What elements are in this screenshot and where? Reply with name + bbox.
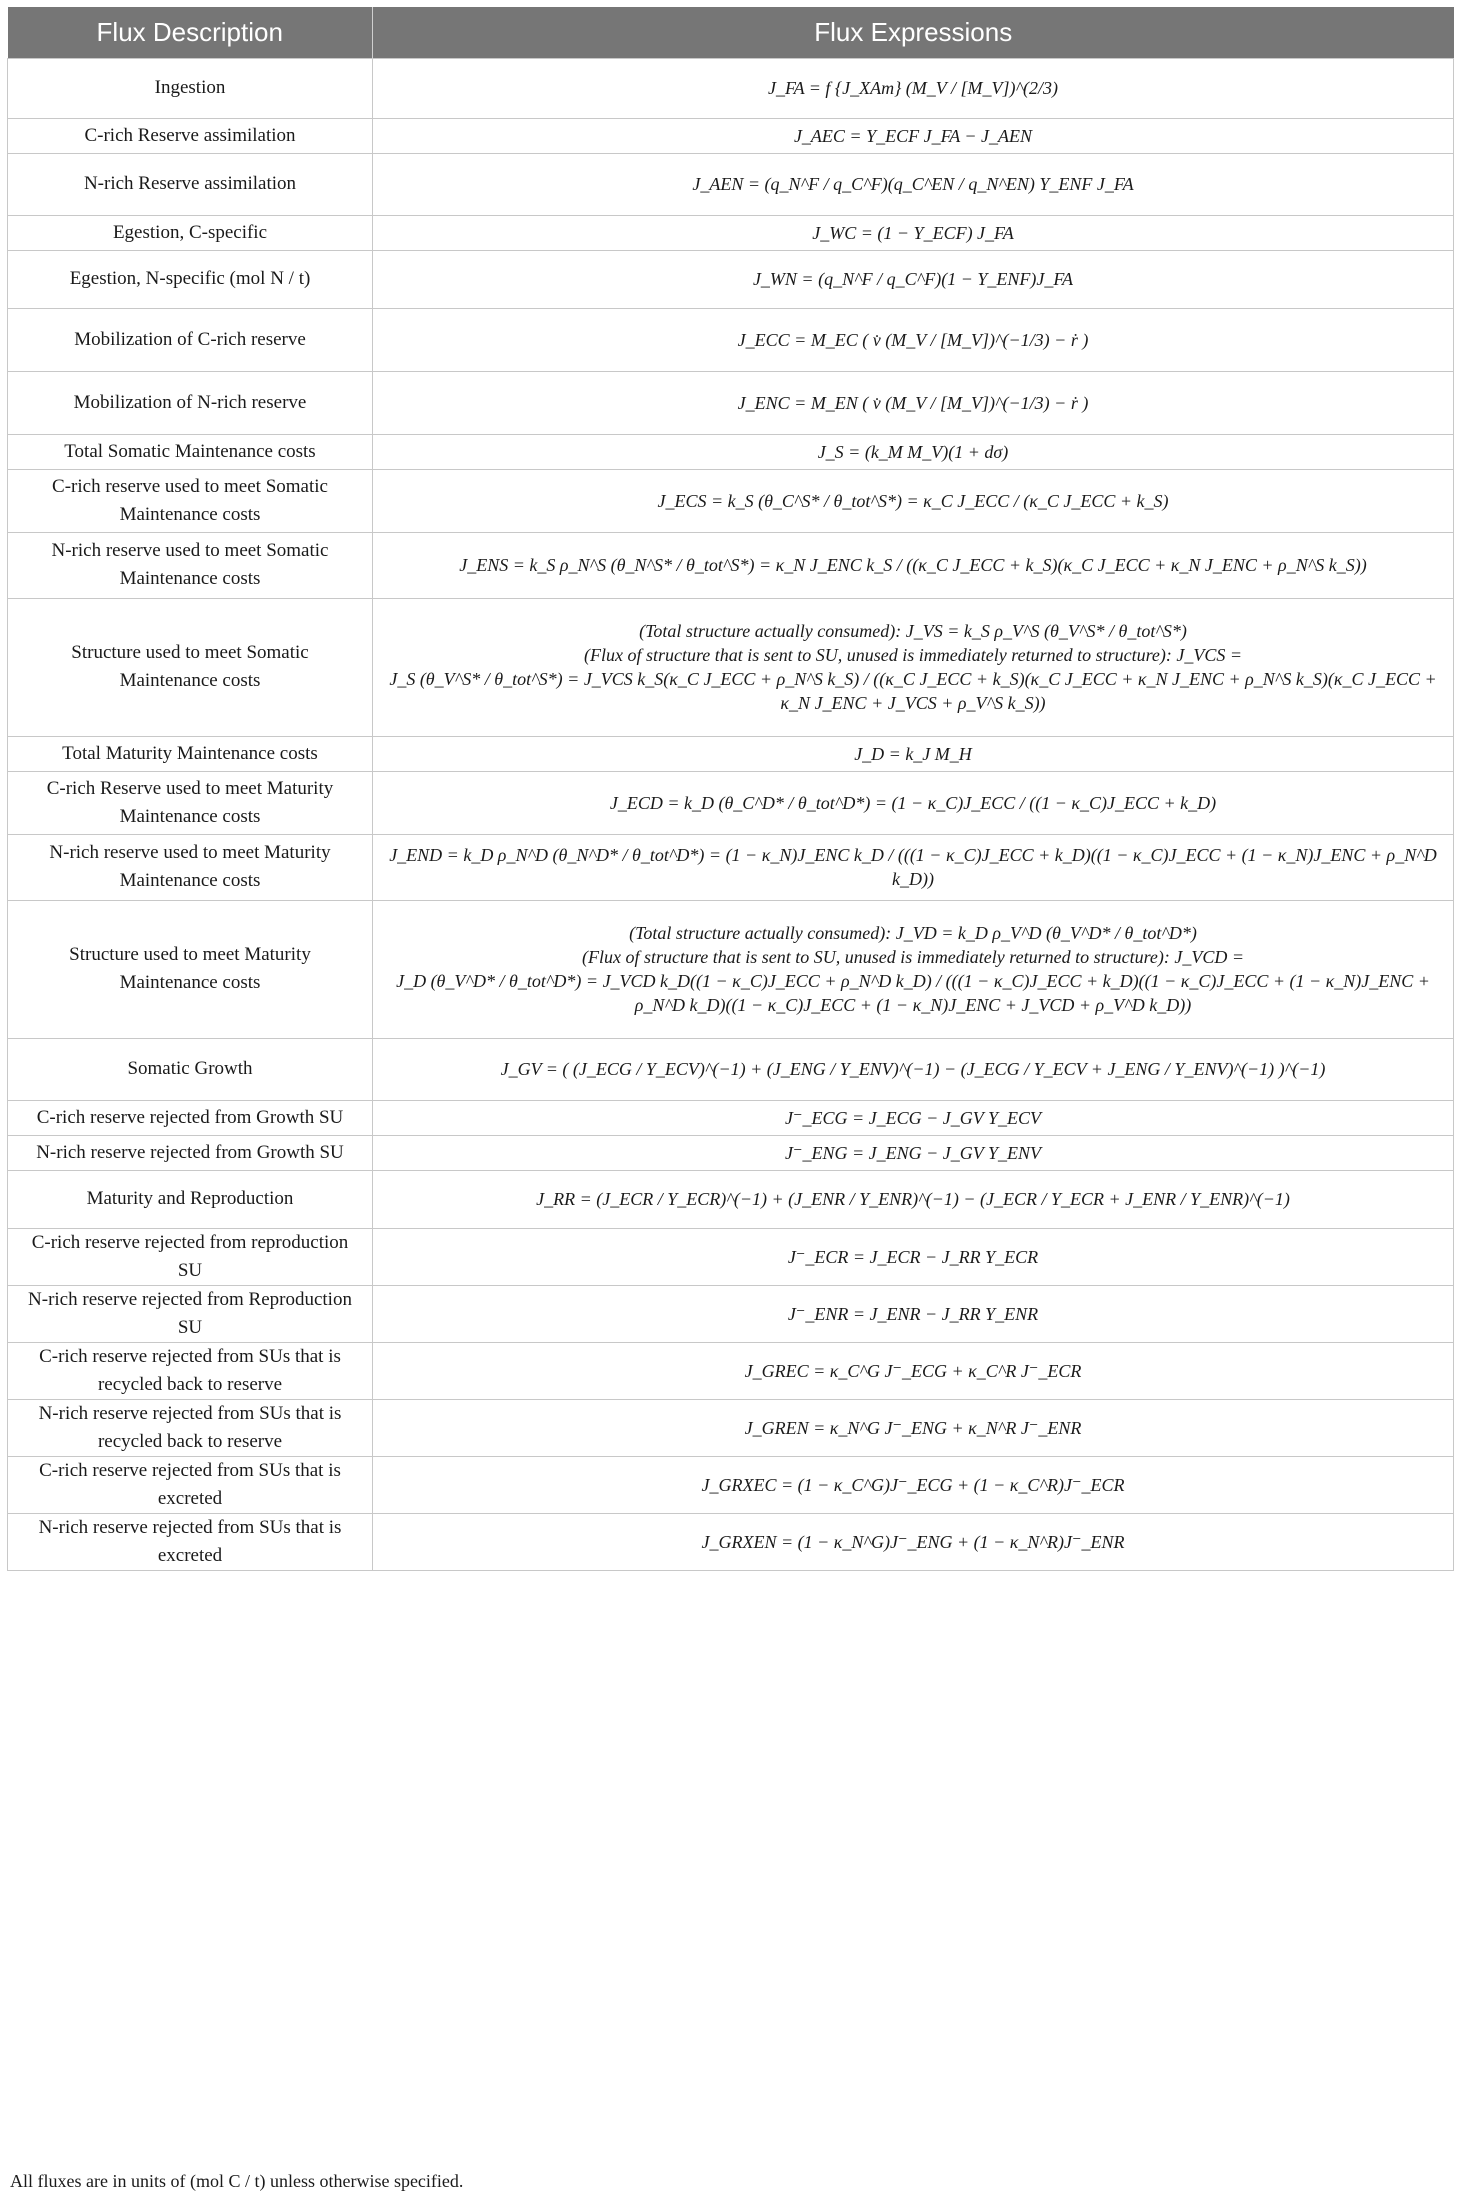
flux-description-cell: C-rich reserve rejected from reproduction SU xyxy=(8,1228,373,1285)
table-row xyxy=(8,153,1454,215)
flux-expression-line: J_AEN = (q_N^F / q_C^F)(q_C^EN / q_N^EN) Y_ENF J_FA xyxy=(692,174,1134,194)
flux-expression-cell xyxy=(373,1038,1454,1100)
flux-expression-line: J⁻_ECR = J_ECR − J_RR Y_ECR xyxy=(787,1246,1039,1267)
table-row xyxy=(8,469,1454,532)
table-row xyxy=(8,1342,1454,1399)
flux-expression-line: J⁻_ECG = J_ECG − J_GV Y_ECV xyxy=(785,1107,1041,1128)
table-row xyxy=(8,308,1454,371)
table-row xyxy=(8,771,1454,834)
flux-expression-cell xyxy=(373,1399,1454,1456)
table-row xyxy=(8,1038,1454,1100)
table-row xyxy=(8,834,1454,900)
table-row xyxy=(8,371,1454,434)
table-row xyxy=(8,1135,1454,1170)
flux-expression-line: J_GREC = κ_C^G J⁻_ECG + κ_C^R J⁻_ECR xyxy=(744,1360,1082,1381)
flux-expression-line: J_S (θ_V^S* / θ_tot^S*) = J_VCS k_S(κ_C J_ECC + ρ_N^S k_S) / ((κ_C J_ECC + k_S)(κ_C J_ECC + κ_N J_ENC + ρ_N^S k_S)(κ_C J_ECC + κ_N J_ENC + J_VCS + ρ_V^S k_S)) xyxy=(389,669,1437,713)
header-row xyxy=(8,7,1454,58)
flux-table xyxy=(7,7,1454,1571)
flux-expression-line: J⁻_ENG = J_ENG − J_GV Y_ENV xyxy=(785,1142,1041,1163)
flux-expression-line: (Total structure actually consumed): J_VS = k_S ρ_V^S (θ_V^S* / θ_tot^S*) xyxy=(639,621,1187,641)
table-row xyxy=(8,1170,1454,1228)
flux-expression-cell xyxy=(373,1100,1454,1135)
table-row xyxy=(8,532,1454,598)
flux-description-cell: N-rich reserve rejected from SUs that is excreted xyxy=(8,1513,373,1570)
flux-expression-cell xyxy=(373,118,1454,153)
flux-expression-cell xyxy=(373,1228,1454,1285)
flux-description-cell: N-rich reserve used to meet Maturity Maintenance costs xyxy=(8,834,373,900)
flux-description-cell: Egestion, N-specific (mol N / t) xyxy=(8,250,373,308)
table-row xyxy=(8,1100,1454,1135)
table-body xyxy=(8,58,1454,1570)
flux-expression-line: (Flux of structure that is sent to SU, unused is immediately returned to structure): J_VCD = xyxy=(581,947,1245,967)
flux-expression-cell xyxy=(373,736,1454,771)
header-flux-description: Flux Description xyxy=(8,7,373,58)
flux-expression-line: J_ENC = M_EN ( v̇ (M_V / [M_V])^(−1/3) − ṙ ) xyxy=(737,392,1089,413)
table-row xyxy=(8,1456,1454,1513)
table-row xyxy=(8,118,1454,153)
table-row xyxy=(8,215,1454,250)
flux-expression-line: J_RR = (J_ECR / Y_ECR)^(−1) + (J_ENR / Y_ENR)^(−1) − (J_ECR / Y_ECR + J_ENR / Y_ENR)^(−1) xyxy=(536,1189,1290,1209)
table-row xyxy=(8,1513,1454,1570)
table-row xyxy=(8,1399,1454,1456)
table-row xyxy=(8,1228,1454,1285)
flux-expression-cell xyxy=(373,58,1454,118)
flux-description-cell: C-rich Reserve used to meet Maturity Maintenance costs xyxy=(8,771,373,834)
flux-expression-line: J_END = k_D ρ_N^D (θ_N^D* / θ_tot^D*) = (1 − κ_N)J_ENC k_D / (((1 − κ_C)J_ECC + k_D)((1 − κ_C)J_ECC + (1 − κ_N)J_ENC + ρ_N^D k_D)) xyxy=(389,845,1437,889)
table-footnote: All fluxes are in units of (mol C / t) unless otherwise specified. xyxy=(10,2171,464,2191)
flux-expression-cell xyxy=(373,250,1454,308)
flux-expression-line: J_GREN = κ_N^G J⁻_ENG + κ_N^R J⁻_ENR xyxy=(744,1417,1082,1438)
flux-description-cell: Total Somatic Maintenance costs xyxy=(8,434,373,469)
flux-expression-line: (Total structure actually consumed): J_VD = k_D ρ_V^D (θ_V^D* / θ_tot^D*) xyxy=(629,923,1197,943)
flux-expression-cell xyxy=(373,215,1454,250)
flux-expression-line: J_D = k_J M_H xyxy=(854,743,972,764)
flux-expression-line: J_D (θ_V^D* / θ_tot^D*) = J_VCD k_D((1 − κ_C)J_ECC + ρ_N^D k_D) / (((1 − κ_C)J_ECC + k_D)((1 − κ_C)J_ECC + (1 − κ_N)J_ENC + ρ_N^D k_D)((1 − κ_C)J_ECC + (1 − κ_N)J_ENC + J_VCD + ρ_V^D k_D)) xyxy=(396,971,1430,1015)
flux-description-cell: N-rich reserve used to meet Somatic Maintenance costs xyxy=(8,532,373,598)
table-row xyxy=(8,598,1454,736)
flux-expression-line: (Flux of structure that is sent to SU, unused is immediately returned to structure): J_VCS = xyxy=(583,645,1243,665)
table-row xyxy=(8,900,1454,1038)
flux-description-cell: Egestion, C-specific xyxy=(8,215,373,250)
flux-expression-line: J_ECC = M_EC ( v̇ (M_V / [M_V])^(−1/3) − ṙ ) xyxy=(737,329,1089,350)
flux-expression-line: J⁻_ENR = J_ENR − J_RR Y_ENR xyxy=(787,1303,1039,1324)
table-row xyxy=(8,736,1454,771)
flux-expression-line: J_GRXEC = (1 − κ_C^G)J⁻_ECG + (1 − κ_C^R)J⁻_ECR xyxy=(701,1474,1125,1495)
table-row xyxy=(8,250,1454,308)
flux-expression-cell xyxy=(373,532,1454,598)
flux-description-cell: Maturity and Reproduction xyxy=(8,1170,373,1228)
flux-description-cell: Mobilization of C-rich reserve xyxy=(8,308,373,371)
flux-description-cell: C-rich reserve rejected from SUs that is recycled back to reserve xyxy=(8,1342,373,1399)
flux-description-cell: Structure used to meet Somatic Maintenance costs xyxy=(8,598,373,736)
flux-expression-line: J_FA = f {J_XAm} (M_V / [M_V])^(2/3) xyxy=(767,78,1059,98)
flux-expression-cell xyxy=(373,1342,1454,1399)
flux-expression-cell xyxy=(373,1456,1454,1513)
flux-expression-line: J_ECD = k_D (θ_C^D* / θ_tot^D*) = (1 − κ_C)J_ECC / ((1 − κ_C)J_ECC + k_D) xyxy=(609,792,1217,813)
flux-expression-cell xyxy=(373,771,1454,834)
flux-description-cell: N-rich reserve rejected from SUs that is recycled back to reserve xyxy=(8,1399,373,1456)
flux-expression-line: J_S = (k_M M_V)(1 + dσ) xyxy=(817,441,1009,462)
flux-expression-line: J_WC = (1 − Y_ECF) J_FA xyxy=(812,222,1014,243)
table-row xyxy=(8,434,1454,469)
flux-expression-cell xyxy=(373,598,1454,736)
table-row xyxy=(8,58,1454,118)
flux-expression-cell xyxy=(373,1170,1454,1228)
flux-expression-cell xyxy=(373,1285,1454,1342)
flux-expression-line: J_WN = (q_N^F / q_C^F)(1 − Y_ENF)J_FA xyxy=(752,269,1074,289)
header-flux-expressions: Flux Expressions xyxy=(373,7,1454,58)
flux-expression-line: J_ECS = k_S (θ_C^S* / θ_tot^S*) = κ_C J_ECC / (κ_C J_ECC + k_S) xyxy=(657,490,1169,511)
flux-expression-line: J_ENS = k_S ρ_N^S (θ_N^S* / θ_tot^S*) = κ_N J_ENC k_S / ((κ_C J_ECC + k_S)(κ_C J_ECC + κ_N J_ENC + ρ_N^S k_S)) xyxy=(459,555,1367,575)
flux-description-cell: N-rich Reserve assimilation xyxy=(8,153,373,215)
flux-expression-cell xyxy=(373,1513,1454,1570)
flux-description-cell: Ingestion xyxy=(8,58,373,118)
flux-expression-cell xyxy=(373,434,1454,469)
flux-description-cell: C-rich reserve rejected from SUs that is excreted xyxy=(8,1456,373,1513)
flux-description-cell: Total Maturity Maintenance costs xyxy=(8,736,373,771)
flux-expression-line: J_GRXEN = (1 − κ_N^G)J⁻_ENG + (1 − κ_N^R)J⁻_ENR xyxy=(701,1531,1125,1552)
flux-description-cell: Somatic Growth xyxy=(8,1038,373,1100)
flux-expression-cell xyxy=(373,371,1454,434)
flux-expression-line: J_GV = ( (J_ECG / Y_ECV)^(−1) + (J_ENG / Y_ENV)^(−1) − (J_ECG / Y_ECV + J_ENG / Y_ENV)^(−1) )^(−1) xyxy=(500,1059,1326,1079)
flux-description-cell: N-rich reserve rejected from Reproduction SU xyxy=(8,1285,373,1342)
flux-expression-line: J_AEC = Y_ECF J_FA − J_AEN xyxy=(793,125,1033,146)
flux-description-cell: Mobilization of N-rich reserve xyxy=(8,371,373,434)
flux-expression-cell xyxy=(373,834,1454,900)
flux-expression-cell xyxy=(373,469,1454,532)
flux-expression-cell xyxy=(373,153,1454,215)
flux-expression-cell xyxy=(373,308,1454,371)
table-row xyxy=(8,1285,1454,1342)
flux-expression-cell xyxy=(373,900,1454,1038)
flux-expression-cell xyxy=(373,1135,1454,1170)
flux-description-cell: N-rich reserve rejected from Growth SU xyxy=(8,1135,373,1170)
flux-table-container xyxy=(7,7,1453,1571)
flux-description-cell: C-rich reserve used to meet Somatic Maintenance costs xyxy=(8,469,373,532)
flux-description-cell: Structure used to meet Maturity Maintenance costs xyxy=(8,900,373,1038)
flux-description-cell: C-rich reserve rejected from Growth SU xyxy=(8,1100,373,1135)
flux-description-cell: C-rich Reserve assimilation xyxy=(8,118,373,153)
